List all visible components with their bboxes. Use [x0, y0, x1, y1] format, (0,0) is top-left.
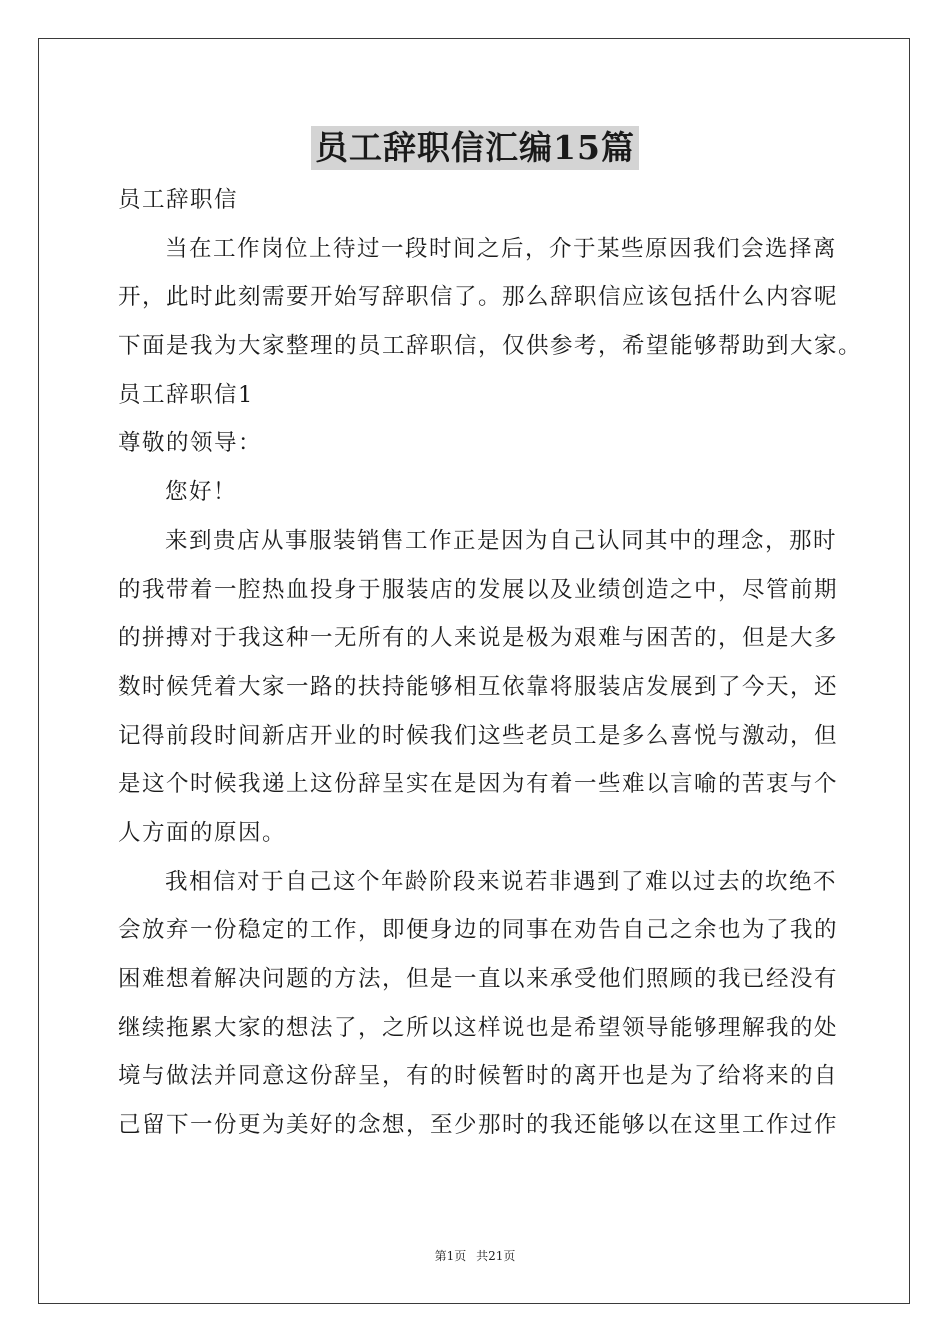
text-line: 开，此时此刻需要开始写辞职信了。那么辞职信应该包括什么内容呢 [118, 284, 839, 311]
text-line: 困难想着解决问题的方法，但是一直以来承受他们照顾的我已经没有 [118, 966, 839, 992]
text-line: 员工辞职信 [118, 187, 239, 213]
text-line: 下面是我为大家整理的员工辞职信，仅供参考，希望能够帮助到大家。 [118, 333, 863, 360]
text-line: 是这个时候我递上这份辞呈实在是因为有着一些难以言喻的苦衷与个 [118, 771, 839, 798]
text-line: 尊敬的领导： [118, 430, 263, 457]
text-line: 继续拖累大家的想法了，之所以这样说也是希望领导能够理解我的处 [118, 1014, 839, 1041]
text-line: 的拼搏对于我这种一无所有的人来说是极为艰难与困苦的，但是大多 [118, 625, 839, 652]
text-line: 境与做法并同意这份辞呈，有的时候暂时的离开也是为了给将来的自 [118, 1063, 839, 1090]
text-line: 己留下一份更为美好的念想，至少那时的我还能够以在这里工作过作 [118, 1112, 839, 1139]
document-body [118, 176, 863, 1150]
page-footer [0, 1247, 950, 1264]
text-line: 当在工作岗位上待过一段时间之后，介于某些原因我们会选择离 [165, 235, 838, 262]
text-line: 数时候凭着大家一路的扶持能够相互依靠将服装店发展到了今天，还 [118, 673, 839, 700]
text-line: 记得前段时间新店开业的时候我们这些老员工是多么喜悦与激动，但 [118, 722, 839, 749]
document-title-wrapper [0, 126, 950, 170]
text-line: 会放弃一份稳定的工作，即便身边的同事在劝告自己之余也为了我的 [118, 917, 839, 944]
document-title: 员工辞职信汇编15篇 [311, 126, 639, 170]
text-line: 人方面的原因。 [118, 819, 287, 846]
page-total: 共21页 [476, 1249, 516, 1263]
text-line: 来到贵店从事服装销售工作正是因为自己认同其中的理念，那时 [165, 527, 838, 554]
text-line: 您好！ [165, 479, 238, 506]
text-line: 我相信对于自己这个年龄阶段来说若非遇到了难以过去的坎绝不 [165, 868, 838, 895]
text-line: 的我带着一腔热血投身于服装店的发展以及业绩创造之中，尽管前期 [118, 576, 839, 603]
text-line: 员工辞职信1 [118, 381, 254, 408]
page-number: 第1页 [434, 1249, 467, 1263]
